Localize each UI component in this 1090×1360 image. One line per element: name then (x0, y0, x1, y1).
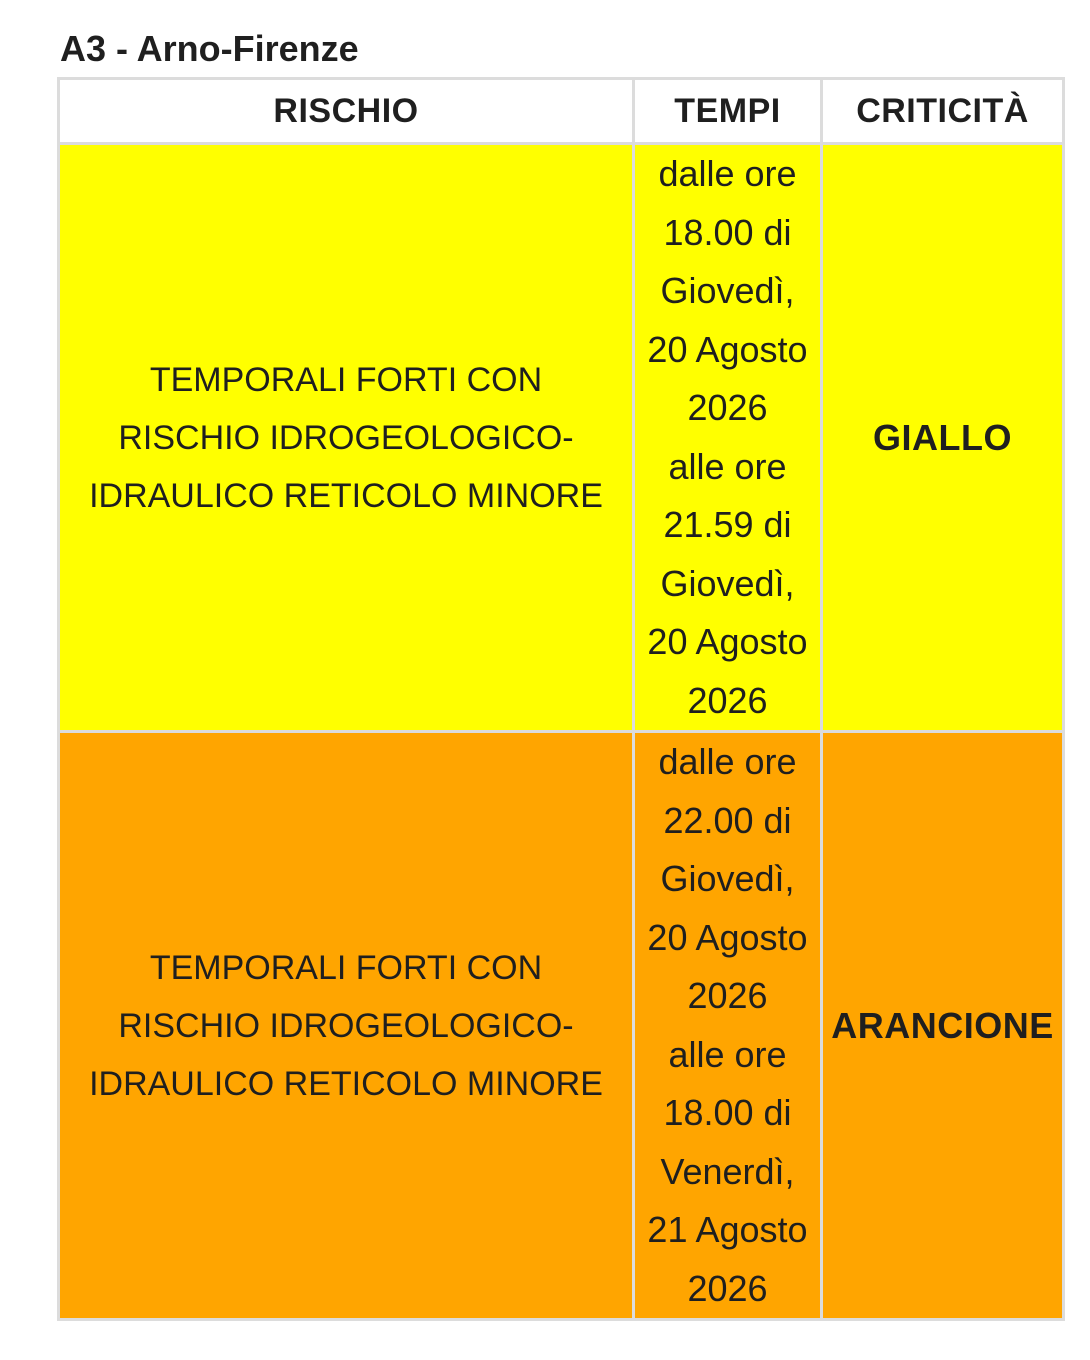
criticality-cell (822, 732, 1064, 1320)
risk-description: TEMPORALI FORTI CON RISCHIO IDROGEOLOGICO- IDRAULICO RETICOLO MINORE (89, 948, 603, 1103)
criticality-level: GIALLO (873, 416, 1012, 458)
header-criticita: CRITICITÀ (822, 79, 1064, 144)
header-tempi: TEMPI (634, 79, 822, 144)
criticality-cell (822, 144, 1064, 732)
alert-table (57, 77, 1065, 1321)
criticality-level: ARANCIONE (831, 1004, 1054, 1046)
header-rischio: RISCHIO (59, 79, 634, 144)
time-window: dalle ore 22.00 di Giovedì, 20 Agosto 2026 alle ore 18.00 di Venerdì, 21 Agosto 2026 (647, 741, 808, 1309)
time-cell (634, 144, 822, 732)
table-row (59, 144, 1064, 732)
time-window: dalle ore 18.00 di Giovedì, 20 Agosto 2026 alle ore 21.59 di Giovedì, 20 Agosto 2026 (647, 153, 808, 721)
table-row (59, 732, 1064, 1320)
risk-cell (59, 732, 634, 1320)
risk-cell (59, 144, 634, 732)
risk-description: TEMPORALI FORTI CON RISCHIO IDROGEOLOGICO- IDRAULICO RETICOLO MINORE (89, 360, 603, 515)
table-header-row (59, 79, 1064, 144)
time-cell (634, 732, 822, 1320)
zone-title: A3 - Arno-Firenze (60, 28, 359, 69)
